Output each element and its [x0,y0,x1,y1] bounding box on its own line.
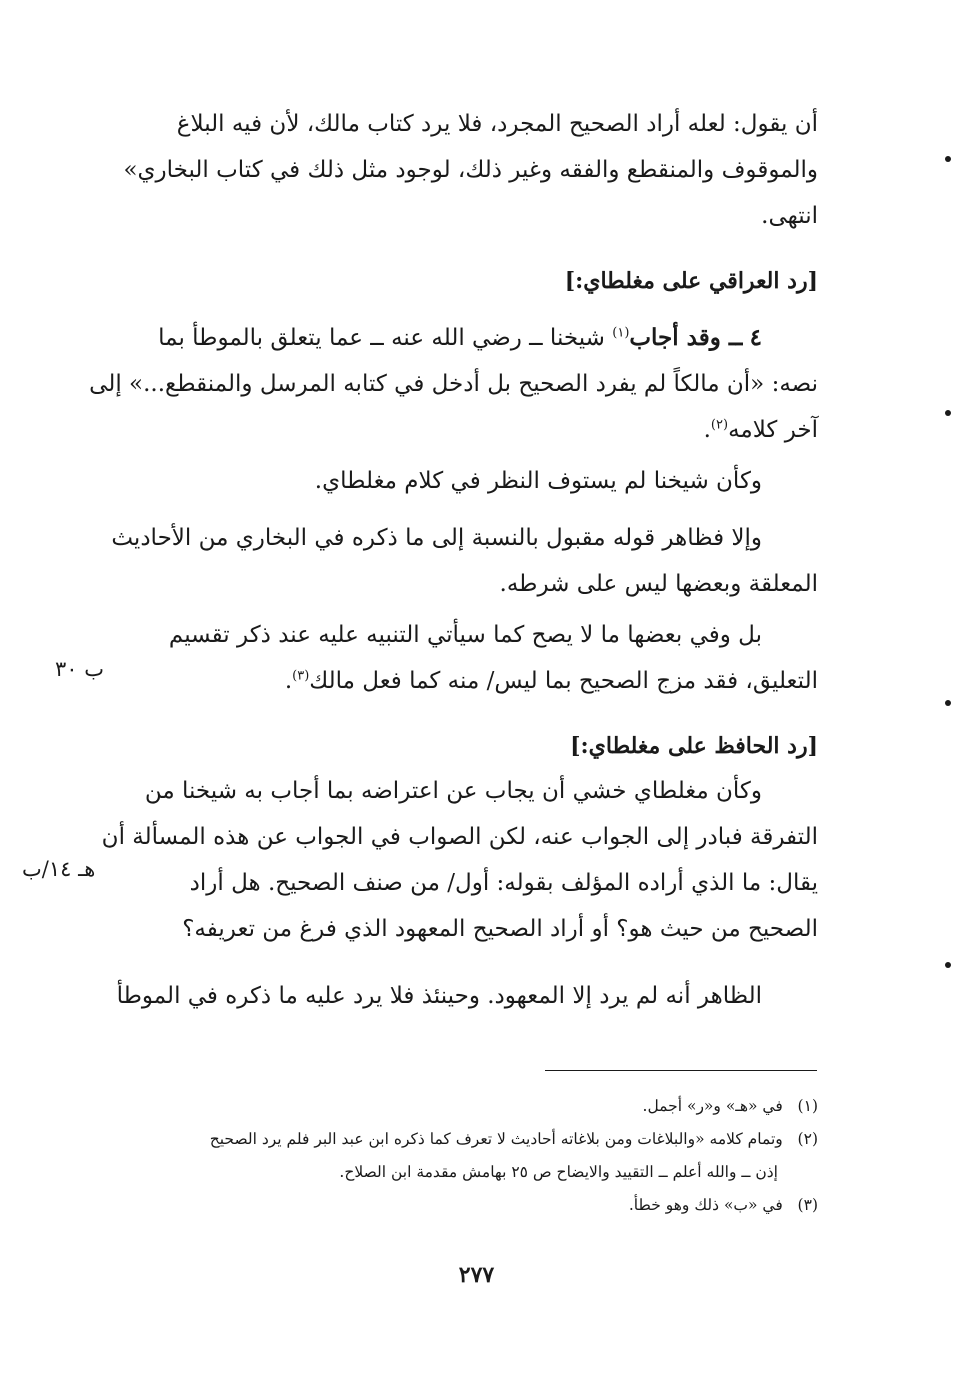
paragraph-2-text: شيخنا ــ رضي الله عنه ــ عما يتعلق بالموطأ بما [158,325,613,351]
margin-dot [945,410,951,416]
margin-note-folio: ب ٣٠ [55,657,105,681]
section-heading-iraqi: [رد العراقي على مغلطاي:] [564,268,818,294]
paragraph-2-line [128,407,818,453]
paragraph-6-line: الصحيح من حيث هو؟ أو أراد الصحيح المعهود الذي فرغ من تعريفه؟ [182,916,818,942]
footnote-3 [128,1189,818,1222]
paragraph-5-line: بل وفي بعضها ما لا يصح كما سيأتي التنبيه عليه عند ذكر تقسيم [168,622,762,648]
footnotes [128,1090,818,1222]
paragraph-2-lead: ــ وقد أجاب [629,324,743,351]
paragraph-5 [128,612,818,704]
paragraph-6-line: التفرقة فبادر إلى الجواب عنه، لكن الصواب في الجواب عن هذه المسألة أن [101,824,818,850]
footnote-number: (١) [797,1097,818,1115]
paragraph-5-line [128,658,818,704]
footnote-text: في «ب» ذلك وهو خطأ. [628,1196,783,1214]
punctuation: . [703,417,711,443]
paragraph-1-line: أن يقول: لعله أراد الصحيح المجرد، فلا يرد كتاب مالك، لأن فيه البلاغ [176,111,818,137]
footnote-text: في «هـ» و«ر» أجمل. [642,1097,783,1115]
section-heading-hafiz: [رد الحافظ على مغلطاي:] [570,733,818,759]
paragraph-2-line [128,315,818,361]
paragraph-4 [111,515,818,607]
paragraph-1-line: والموقوف والمنقطع والفقه وغير ذلك، لوجود مثل ذلك في كتاب البخاري» [123,157,818,183]
footnote-2-continued: إذن ــ والله أعلم ــ التقييد والايضاح ص ٢٥ بهامش مقدمة ابن الصلاح. [339,1163,778,1181]
paragraph-7-line: الظاهر أنه لم يرد إلا المعهود. وحينئذ فلا يرد عليه ما ذكره في الموطأ [116,983,762,1009]
margin-dot [945,156,951,162]
paragraph-6-line: يقال: ما الذي أراده المؤلف بقوله: أول/ من صنف الصحيح. هل أراد [189,870,818,896]
footnote-2 [128,1123,818,1156]
paragraph-1-line: انتهى. [761,203,818,229]
footnote-ref: (٢) [710,417,729,433]
footnote-separator [545,1070,817,1071]
margin-dot [945,700,951,706]
paragraph-2-text: آخر كلامه [728,417,818,443]
paragraph-3 [128,458,818,504]
paragraph-4-line: وإلا فظاهر قوله مقبول بالنسبة إلى ما ذكره في البخاري من الأحاديث [111,525,762,551]
paragraph-4-line: المعلقة وبعضها ليس على شرطه. [499,571,818,597]
footnote-text: وتمام كلامه «والبلاغات ومن بلاغاته أحاديث لا تعرف كما ذكره ابن عبد البر فلم يرد الصحيح [209,1130,783,1148]
paragraph-3-line: وكأن شيخنا لم يستوف النظر في كلام مغلطاي. [314,468,762,494]
paragraph-1 [123,101,818,239]
paragraph-6-line: وكأن مغلطاي خشي أن يجاب عن اعتراضه بما أجاب به شيخنا من [144,778,762,804]
footnote-number: (٢) [797,1130,818,1148]
margin-note-folio: هـ ١٤/ب [22,857,96,881]
page-number: ٢٧٧ [458,1262,495,1288]
paragraph-7 [116,973,818,1019]
footnote-ref: (٣) [292,668,310,684]
footnote-ref: (١) [612,325,630,341]
paragraph-5-text: التعليق، فقد مزج الصحيح بما ليس/ منه كما فعل مالك [309,668,818,694]
footnote-1 [128,1090,818,1123]
item-number: ٤ [749,324,762,351]
margin-dot [945,962,951,968]
footnote-number: (٣) [797,1196,818,1214]
paragraph-6 [101,768,818,952]
paragraph-2-line: نصه: «أن مالكاً لم يفرد الصحيح بل أدخل في كتابه المرسل والمنقطع...» إلى [89,371,818,397]
paragraph-2 [89,315,818,453]
punctuation: . [284,668,293,694]
